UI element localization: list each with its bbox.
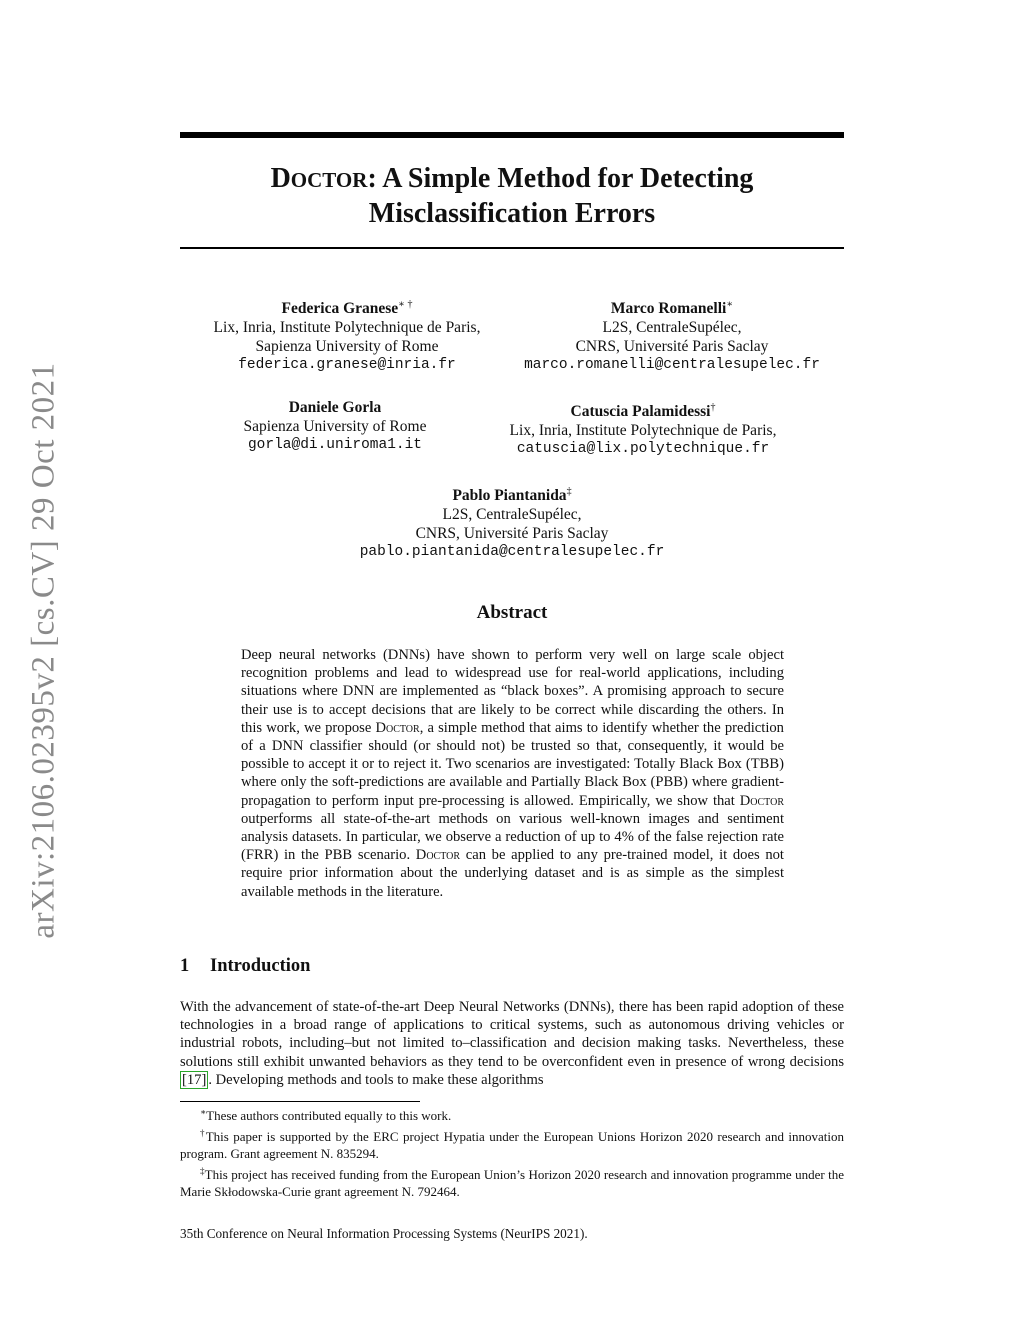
author-affiliation: CNRS, Université Paris Saclay <box>415 525 609 542</box>
section-heading-introduction <box>180 956 310 977</box>
author-block-palamidessi <box>490 398 796 459</box>
author-name: Pablo Piantanida‡ <box>452 486 572 504</box>
author-email[interactable]: catuscia@lix.polytechnique.fr <box>516 441 770 457</box>
footnote-rule <box>180 1101 420 1102</box>
title-line-2: Misclassification Errors <box>368 198 656 229</box>
section-number: 1 <box>180 956 190 976</box>
author-name: Catuscia Palamidessi† <box>570 402 716 420</box>
author-affiliation: Lix, Inria, Institute Polytechnique de Paris, <box>509 422 777 439</box>
author-name: Federica Granese∗ † <box>281 299 413 317</box>
paper-title <box>180 162 844 231</box>
arxiv-sidebar-stamp <box>25 360 62 940</box>
venue-footer: 35th Conference on Neural Information Processing Systems (NeurIPS 2021). <box>180 1226 588 1241</box>
footnotes <box>180 1104 844 1201</box>
footnote: ‡This project has received funding from the European Union’s Horizon 2020 research and innovation programme under the Marie Skłodowska-Curie grant agreement N. 792464. <box>180 1166 845 1199</box>
introduction-body: With the advancement of state-of-the-art Deep Neural Networks (DNNs), there has been rapid adoption of these technologies in a broad range of applications to critical systems, such as autonomous driving vehicles or industrial robots, including–but not limited to–classification and decision making tasks. Nevertheless, these solutions still exhibit unwanted behaviors as they tend to be overconfident even in presence of wrong decisions [17] . Developing methods and tools to make these algorithms <box>180 999 844 1088</box>
citation-link[interactable]: [17] <box>182 1071 207 1088</box>
author-affiliation: Lix, Inria, Institute Polytechnique de Paris, <box>213 319 481 336</box>
author-email[interactable]: pablo.piantanida@centralesupelec.fr <box>359 544 665 560</box>
abstract-body: Deep neural networks (DNNs) have shown to perform very well on large scale object recognition problems and lead to widespread use for real-world applications, including situations where DNN are implemented as “black boxes”. A promising approach to secure their use is to accept decisions that are likely to be correct while discarding the others. In this work, we propose Doctor, a simple method that aims to identify whether the prediction of a DNN classifier should (or should not) be trusted so that, consequently, it would be possible to accept it or to reject it. Two scenarios are investigated: Totally Black Box (TBB) where only the soft-predictions are available and Partially Black Box (PBB) where gradient-propagation to perform input pre-processing is allowed. Empirically, we show that Doctor outperforms all state-of-the-art methods on various well-known images and sentiment analysis datasets. In particular, we observe a reduction of up to 4% of the false rejection rate (FRR) in the PBB scenario. Doctor can be applied to any pre-trained model, it does not require prior information about the underlying dataset and is as simple as the simplest available methods in the literature. <box>241 647 784 900</box>
title-line-1: DOCTOR: A Simple Method for Detecting <box>270 163 754 194</box>
section-title: Introduction <box>210 956 311 976</box>
author-block-gorla <box>200 398 470 455</box>
title-bottom-rule <box>180 247 844 249</box>
author-email[interactable]: marco.romanelli@centralesupelec.fr <box>524 357 820 373</box>
author-block-piantanida <box>340 482 684 562</box>
author-affiliation: CNRS, Université Paris Saclay <box>575 338 769 355</box>
author-affiliation: L2S, CentraleSupélec, <box>442 506 582 523</box>
footnote: †This paper is supported by the ERC project Hypatia under the European Unions Horizon 2020 research and innovation program. Grant agreement N. 835294. <box>180 1128 845 1161</box>
author-email[interactable]: gorla@di.uniroma1.it <box>247 437 423 453</box>
author-affiliation: L2S, CentraleSupélec, <box>602 319 742 336</box>
author-name: Marco Romanelli∗ <box>610 299 734 317</box>
author-block-granese <box>180 295 514 375</box>
author-affiliation: Sapienza University of Rome <box>255 338 439 355</box>
footnote: ∗These authors contributed equally to this work. <box>200 1107 452 1123</box>
author-block-romanelli <box>514 295 830 375</box>
author-email[interactable]: federica.granese@inria.fr <box>238 357 456 373</box>
author-affiliation: Sapienza University of Rome <box>243 418 427 435</box>
arxiv-identifier: arXiv:2106.02395v2 [cs.CV] 29 Oct 2021 <box>25 361 62 939</box>
author-name: Daniele Gorla <box>288 399 382 416</box>
title-top-rule <box>180 132 844 138</box>
abstract-heading: Abstract <box>476 602 548 623</box>
